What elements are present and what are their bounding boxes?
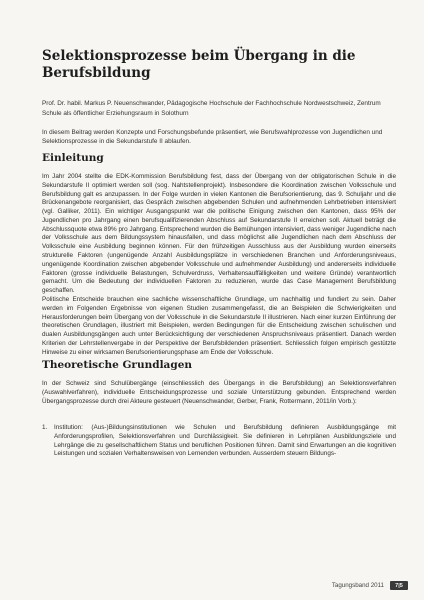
list-number: 1. [42,424,48,431]
list-text: Institution: (Aus-)Bildungsinstitutionen wie Schulen und Berufsbildung definieren Ausbildungsgänge mit Anforderungsprofilen, Selektionsverfahren und Durchlässigkeit. Sie definieren in Lehrplänen Ausbildungsziele und Lehrgänge die zu gesellschaftlichem Status und beruflichen Positionen führen. Damit sind Erwartungen an die kognitiven Leistungen und sozialen Verhaltensweisen von Lernenden verbunden. Ausserdem steuern Bildungs- [54,424,396,458]
abstract: In diesem Beitrag werden Konzepte und Forschungsbefunde präsentiert, wie Berufswahlprozesse von Jugendlichen und Selektionsprozesse in die Sekundarstufe II ablaufen. [42,129,383,145]
footer-label: Tagungsband 2011 [331,582,384,589]
paragraph: Politische Entscheide brauchen eine sachliche wissenschaftliche Grundlage, um nachhaltig und fundiert zu sein. Daher werden im Folgenden Ergebnisse von eigenen Studien zusammengefasst, die an Beispielen die Schwierigkeiten und Herausforderungen beim Übergang von der Volksschule in die Sekundarstufe II illustrieren. Nach einer kurzen Einführung der theoretischen Grundlagen, illustriert mit Beispielen, werden Bedingungen für die Entscheidung zwischen schulischen und dualen Ausbildungsgängen auch unter Berücksichtigung der verschiedenen Anspruchsniveaus präsentiert. Danach werden Kriterien der Lehrstellenvergabe in der Perspektive der Berufsbildenden präsentiert. Schliesslich folgen empirisch gestützte Hinweise zu einer wirksamen Berufsorientierungsphase am Ende der Volksschule. [42,295,396,356]
section-heading-theoretische-grundlagen: Theoretische Grundlagen [42,359,193,371]
paragraph: In der Schweiz sind Schulübergänge (einschliesslich des Übergangs in die Berufsbildung) an Selektionsverfahren (Auswahlverfahren), individuelle Entscheidungsprozesse und soziale Unterstützung gebunden. Entsprechend werden Übergangsprozesse durch drei Akteure gesteuert (Neuenschwander, Gerber, Frank, Rottermann, 2011/in Vorb.): [42,380,396,405]
author-affiliation: Prof. Dr. habil. Markus P. Neuenschwander, Pädagogische Hochschule der Fachhochschule Nordwestschweiz, Zentrum Schule als öffentlicher Erziehungsraum in Solothurn [42,100,381,117]
page-title: Selektionsprozesse beim Übergang in die Berufsbildung [42,48,356,81]
einleitung-body [42,173,396,357]
paragraph: Im Jahr 2004 stellte die EDK-Kommission Berufsbildung fest, dass der Übergang von der obligatorischen Schule in die Sekundarstufe II optimiert werden soll (sog. Nahtstellenprojekt). Insbesondere die Koordination zwischen Volksschule und Berufsbildung galt es anzupassen. In der Folge wurden in vielen Kantonen die Berufsorientierung, das 9. Schuljahr und die Brückenangebote reorganisiert, das Gespräch zwischen abgebenden Schulen und aufnehmenden Lehrbetrieben intensiviert (vgl. Galliker, 2011). Ein wichtiger Ausgangspunkt war die politische Einigung zwischen den Kantonen, dass 95% der Jugendlichen pro Jahrgang einen berufsqualifizierenden Abschluss auf Sekundarstufe II erreichen soll. Aktuell beträgt die Abschlussquote etwa 89% pro Jahrgang. Entsprechend wurden die Bemühungen intensiviert, dass weniger Jugendliche nach der Volksschule aus dem Bildungssystem hinausfallen, und dass möglichst alle Jugendlichen nach dem Abschluss der Volksschule eine Ausbildung beginnen können. Für den frühzeitigen Ausschluss aus der Ausbildung wurden einerseits strukturelle Faktoren (ungenügende Anzahl Ausbildungsplätze in verschiedenen Branchen und Anforderungsniveaus, ungenügende Koordination zwischen abgebender Volksschule und aufnehmender Ausbildung) und andererseits individuelle Faktoren (grosse individuelle Belastungen, Schulverdruss, Verhaltensauffälligkeiten und weitere Gründe) verantwortlich gemacht. Um die Bedeutung der individuellen Faktoren zu reduzieren, wurde das Case Management Berufsbildung geschaffen. [42,173,396,295]
publisher-logo: 7|5 [390,581,408,590]
list-item [42,424,396,459]
section-heading-einleitung: Einleitung [42,152,104,164]
grundlagen-body [42,380,396,406]
page-footer [332,581,408,590]
